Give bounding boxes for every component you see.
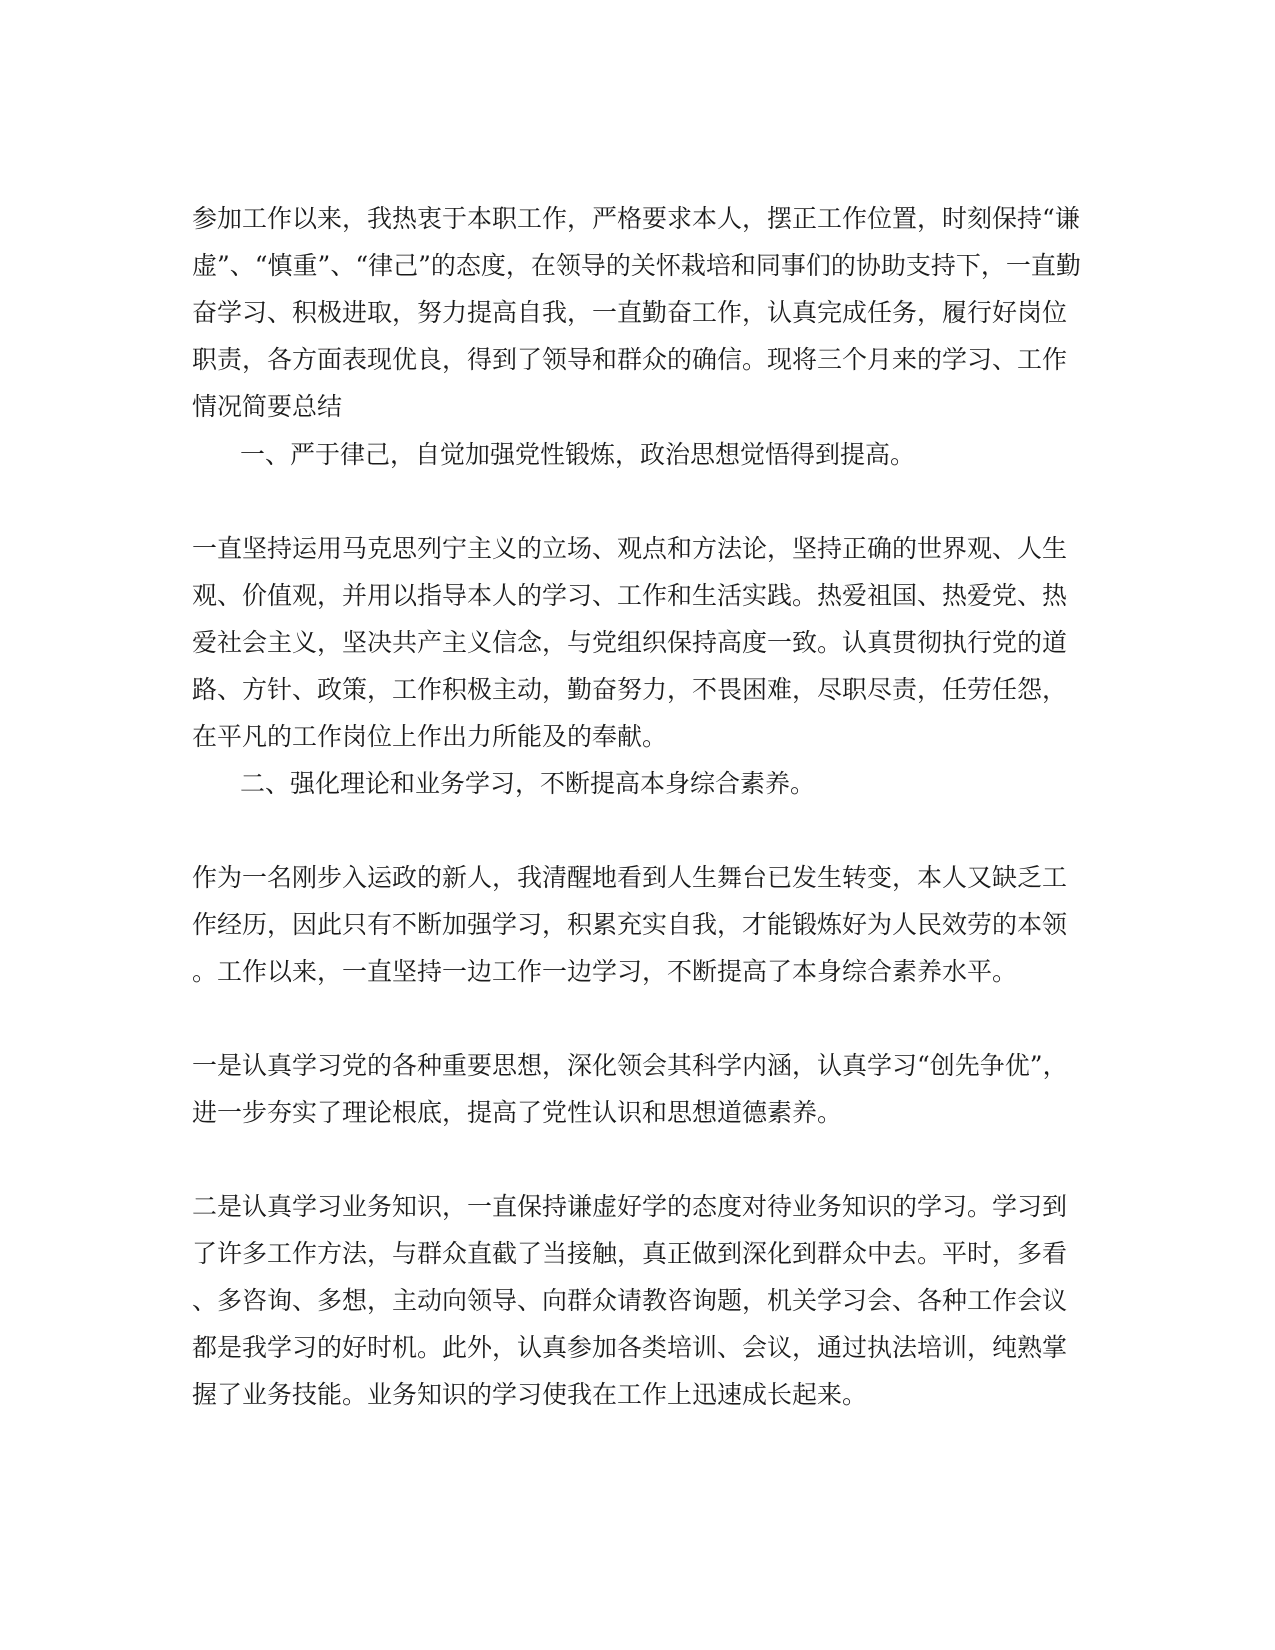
section-heading-2: 二、强化理论和业务学习，不断提高本身综合素养。 xyxy=(240,769,816,798)
section1-line: 在平凡的工作岗位上作出力所能及的奉献。 xyxy=(192,722,668,751)
point2-line: 、多咨询、多想，主动向领导、向群众请教咨询题，机关学习会、各种工作会议 xyxy=(192,1286,1068,1315)
intro-line: 职责，各方面表现优良，得到了领导和群众的确信。现将三个月来的学习、工作 xyxy=(192,345,1068,374)
point1-line: 进一步夯实了理论根底，提高了党性认识和思想道德素养。 xyxy=(192,1098,843,1127)
section1-line: 路、方针、政策，工作积极主动，勤奋努力，不畏困难，尽职尽责，任劳任怨， xyxy=(192,675,1068,704)
intro-line: 虚”、“慎重”、“律己”的态度，在领导的关怀栽培和同事们的协助支持下，一直勤 xyxy=(192,251,1081,280)
section-heading-1: 一、严于律己，自觉加强党性锻炼，政治思想觉悟得到提高。 xyxy=(240,440,916,469)
intro-line: 参加工作以来，我热衷于本职工作，严格要求本人，摆正工作位置，时刻保持“谦 xyxy=(192,204,1080,233)
point1-line: 一是认真学习党的各种重要思想，深化领会其科学内涵，认真学习“创先争优”， xyxy=(192,1051,1068,1080)
section1-line: 观、价值观，并用以指导本人的学习、工作和生活实践。热爱祖国、热爱党、热 xyxy=(192,581,1068,610)
section1-line: 爱社会主义，坚决共产主义信念，与党组织保持高度一致。认真贯彻执行党的道 xyxy=(192,628,1068,657)
point2-line: 握了业务技能。业务知识的学习使我在工作上迅速成长起来。 xyxy=(192,1380,868,1409)
point2-line: 了许多工作方法，与群众直截了当接触，真正做到深化到群众中去。平时，多看 xyxy=(192,1239,1068,1268)
point2-line: 二是认真学习业务知识，一直保持谦虚好学的态度对待业务知识的学习。学习到 xyxy=(192,1192,1068,1221)
point2-line: 都是我学习的好时机。此外，认真参加各类培训、会议，通过执法培训，纯熟掌 xyxy=(192,1333,1068,1362)
section1-line: 一直坚持运用马克思列宁主义的立场、观点和方法论，坚持正确的世界观、人生 xyxy=(192,534,1068,563)
section2-line: 作为一名刚步入运政的新人，我清醒地看到人生舞台已发生转变，本人又缺乏工 xyxy=(192,863,1068,892)
intro-line: 奋学习、积极进取，努力提高自我，一直勤奋工作，认真完成任务，履行好岗位 xyxy=(192,298,1068,327)
section2-line: 作经历，因此只有不断加强学习，积累充实自我，才能锻炼好为人民效劳的本领 xyxy=(192,910,1068,939)
intro-line: 情况简要总结 xyxy=(192,392,343,421)
section2-line: 。工作以来，一直坚持一边工作一边学习，不断提高了本身综合素养水平。 xyxy=(192,957,1018,986)
